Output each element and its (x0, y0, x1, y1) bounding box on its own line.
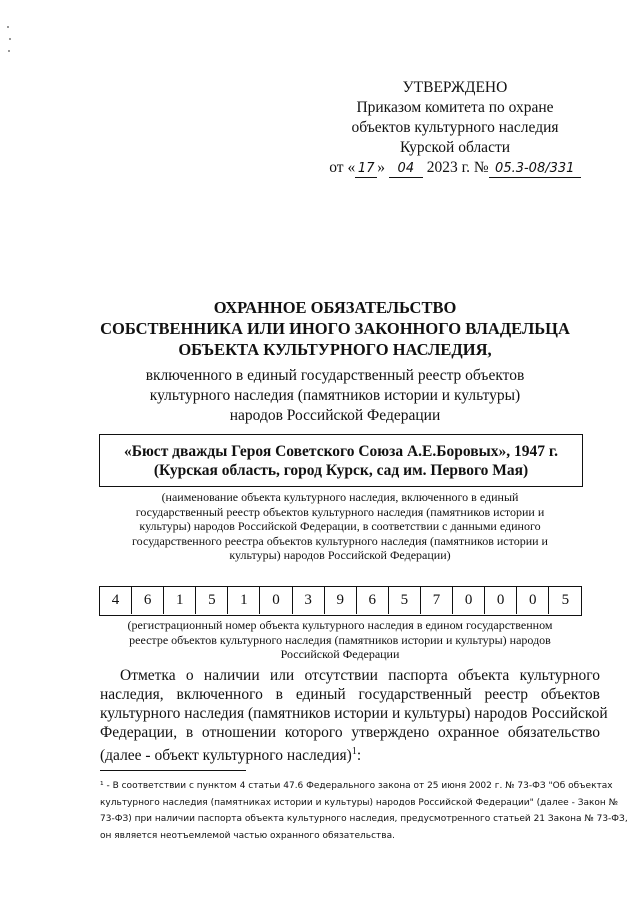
caption-line: (регистрационный номер объекта культурного наследия в едином государственном (127, 618, 553, 632)
registration-digit: 0 (260, 587, 292, 614)
footnote-line: культурного наследия (памятниках истории и культуры) народов Российской Федерации" (далее - Закон № (100, 797, 619, 808)
registration-digit: 5 (389, 587, 421, 614)
subtitle-line: народов Российской Федерации (229, 407, 441, 424)
title-line: СОБСТВЕННИКА ИЛИ ИНОГО ЗАКОННОГО ВЛАДЕЛЬЦА (100, 319, 570, 338)
paragraph-line: (далее - объект культурного наследия) (100, 747, 352, 765)
date-mid: » (377, 159, 385, 176)
paragraph-line: культурного наследия (памятников истории и культуры) народов Российской (100, 705, 608, 722)
subtitle-line: культурного наследия (памятников истории и культуры) (149, 387, 521, 404)
registration-digit: 9 (325, 587, 357, 614)
object-name-box (99, 434, 583, 487)
scan-speck (7, 26, 9, 28)
paragraph-line: Отметка о наличии или отсутствии паспорта объекта культурного (120, 667, 600, 684)
registration-digit: 0 (453, 587, 485, 614)
registration-number-caption (100, 618, 580, 662)
registration-digit: 3 (293, 587, 325, 614)
caption-line: культуры) народов Российской Федерации, в соответствии с данными единого (139, 519, 541, 533)
document-title (40, 297, 630, 360)
date-month-handwritten: 04 (389, 161, 423, 178)
registration-number-grid (99, 586, 582, 616)
footnote-reference: 1 (351, 746, 357, 757)
registration-digit: 4 (100, 587, 132, 614)
object-name-line: «Бюст дважды Героя Советского Союза А.Е.Боровых», 1947 г. (123, 443, 559, 460)
registration-digit: 5 (196, 587, 228, 614)
caption-line: государственного реестра объектов культурного наследия (памятников истории и (132, 533, 548, 548)
registration-digit: 5 (561, 592, 570, 608)
caption-line: Российской Федерации (280, 647, 400, 661)
registration-digit: 6 (132, 587, 164, 614)
footnote-line: он является неотъемлемой частью охранного обязательства. (100, 830, 395, 841)
caption-line: культуры) народов Российской Федерации) (229, 548, 451, 562)
caption-line: реестре объектов культурного наследия (памятников истории и культуры) народов (129, 632, 551, 647)
registration-digit: 1 (228, 587, 260, 614)
object-name-line: (Курская область, город Курск, сад им. Первого Мая) (153, 462, 529, 479)
paragraph-line: наследия, включенного в единый государственный реестр объектов (100, 686, 600, 703)
registration-digit: 0 (485, 587, 517, 614)
approval-order-line: объектов культурного наследия (351, 119, 559, 136)
paragraph-line-end: : (356, 747, 362, 765)
date-day-handwritten: 17 (355, 161, 377, 178)
scan-speck (8, 50, 10, 52)
approval-heading: УТВЕРЖДЕНО (402, 79, 508, 96)
paragraph-line: Федерации, в отношении которого утверждено охранное обязательство (100, 724, 600, 741)
footnote-line: ¹ - В соответствии с пунктом 4 статьи 47.6 Федерального закона от 25 июня 2002 г. № 73-ФЗ "Об объектах (100, 781, 613, 791)
document-subtitle (40, 366, 630, 426)
scan-speck (9, 38, 11, 40)
subtitle-line: включенного в единый государственный реестр объектов (145, 367, 525, 384)
title-line: ОХРАННОЕ ОБЯЗАТЕЛЬСТВО (213, 298, 457, 317)
title-line: ОБЪЕКТА КУЛЬТУРНОГО НАСЛЕДИЯ, (178, 340, 492, 359)
approval-order-line: Курской области (399, 139, 511, 156)
approval-order-line: Приказом комитета по охране (356, 99, 554, 116)
footnote (100, 778, 628, 844)
paragraph-line-last (100, 742, 600, 765)
object-name-caption (100, 490, 580, 563)
registration-digit: 0 (517, 587, 549, 614)
date-year-text: 2023 г. № (426, 159, 489, 176)
caption-line: (наименование объекта культурного наследия, включенного в единый (161, 490, 519, 504)
footnote-separator (100, 770, 246, 771)
footnote-line: 73-ФЗ) при наличии паспорта объекта культурного наследия, предусмотренного статьей 21 Закона № 73-ФЗ, (100, 814, 628, 824)
order-number-handwritten: 05.3-08/331 (489, 161, 581, 178)
registration-digit: 1 (164, 587, 196, 614)
approval-date-line (310, 158, 600, 178)
approval-block (310, 78, 600, 178)
passport-paragraph (100, 666, 608, 765)
caption-line: государственный реестр объектов культурного наследия (памятников истории и (135, 504, 545, 519)
registration-digit: 7 (421, 587, 453, 614)
date-prefix: от « (329, 159, 356, 176)
registration-digit: 6 (357, 587, 389, 614)
